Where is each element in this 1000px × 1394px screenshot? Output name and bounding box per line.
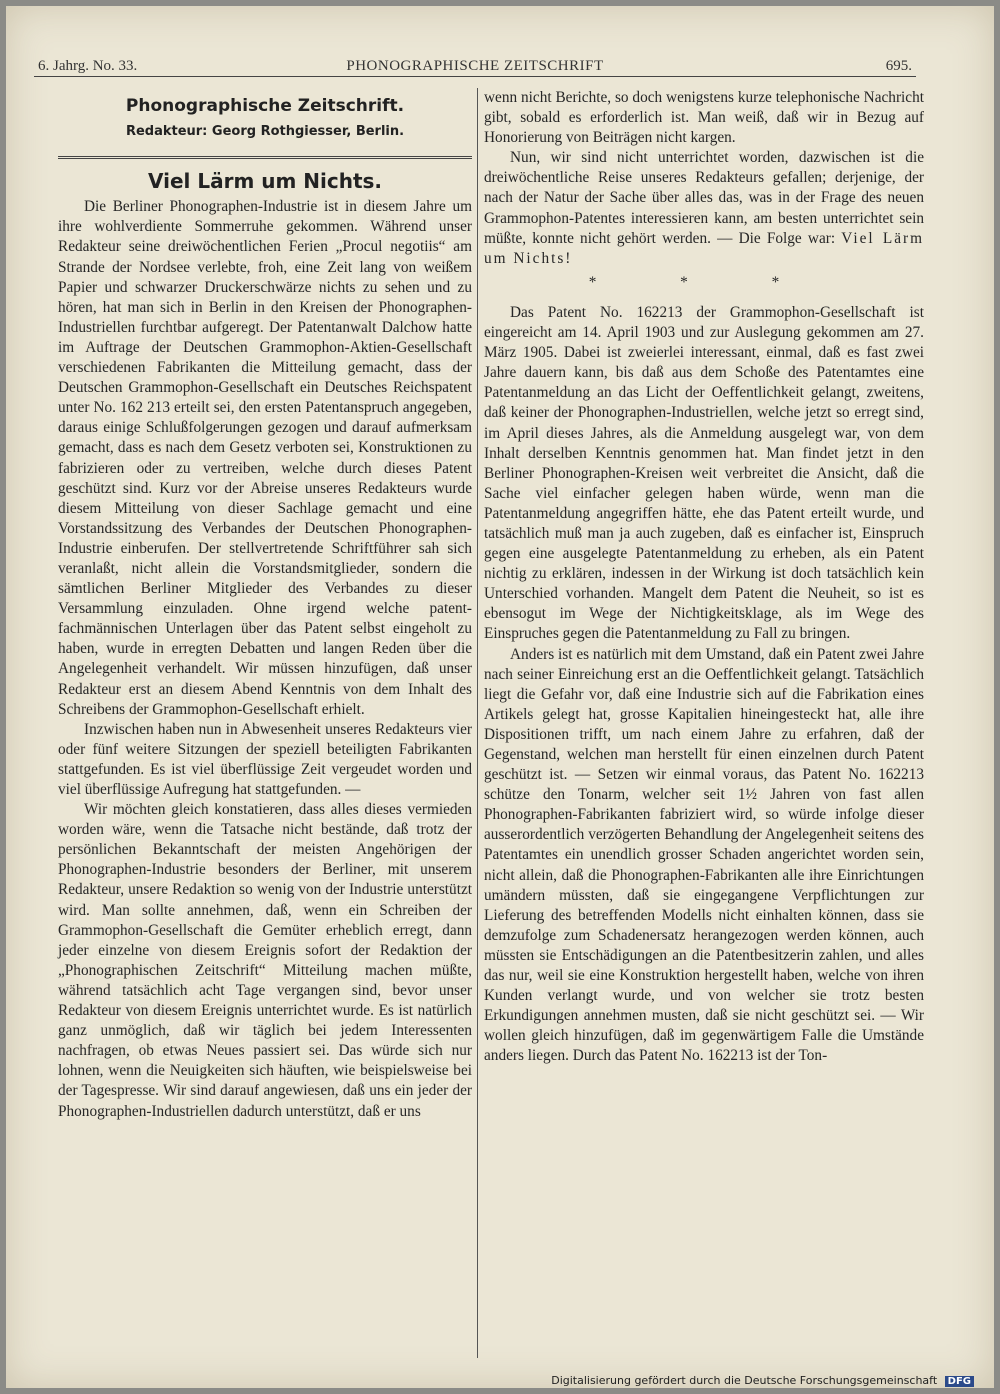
digitization-credit [454,1374,974,1390]
dfg-logo: DFG [945,1376,974,1387]
right-column [484,88,924,1067]
masthead-editor: Redakteur: Georg Rothgiesser, Berlin. [125,124,405,140]
paragraph-continuation: wenn nicht Berichte, so doch wenigstens kurze telephonische Nachricht gibt, sobald es erforderlich ist. Man weiß, daß wir in Bezug auf Honorierung von Beiträgen nicht kargen. [484,89,924,147]
masthead [58,96,472,142]
credit-text: Digitalisierung gefördert durch die Deutsche Forschungsgemeinschaft [551,1374,938,1387]
paragraph: Das Patent No. 162213 der Grammophon-Gesellschaft ist eingereicht am 14. April 1903 und zur Auslegung gekommen am 27. März 1905. Dabei ist zweierlei interessant, einmal, daß es fast zwei Jahre dauern kann, bis daß aus dem Schoße des Patentamtes eine Patentanmeldung an das Licht der Oeffentlichkeit gelangt, zweitens, daß keiner der Phonographen-Industriellen, welche jetzt so erregt sind, im April dieses Jahres, als die Anmeldung ausgelegt war, von dem Inhalt derselben Kenntnis genommen hat. Man findet jetzt in den Berliner Phonographen-Kreisen weit verbreitet die Ansicht, daß die Sache viel einfacher gelegen haben würde, wenn man die Patentanmeldung angegriffen hätte, ehe das Patent erteilt wurde, und tatsächlich muß man ja auch zugeben, daß es einfacher ist, Einspruch gegen eine ausgelegte Patentanmeldung zu erheben, als ein Patent nichtig zu erklären, indessen in der Wirkung ist doch tatsächlich kein Unterschied vorhanden. Mangelt dem Patent die Neuheit, so ist es ebensogut im Wege der Nichtigkeitsklage, als im Wege des Einspruches gegen die Patentanmeldung zu Fall zu bringen. [484,303,924,643]
paragraph: Inzwischen haben nun in Abwesenheit unseres Redakteurs vier oder fünf weitere Sitzungen der speziell beteiligten Fabrikanten stattgefunden. Es ist viel überflüssige Zeit vergeudet worden und viel überflüssige Aufregung hat stattgefunden. — [58,720,472,798]
article-title: Viel Lärm um Nichts. [147,169,383,194]
masthead-title: Phonographische Zeitschrift. [125,96,405,116]
emphasis-phrase: Viel Lärm um Nichts! [484,229,924,267]
issue-number: 6. Jahrg. No. 33. [38,58,138,74]
masthead-rule [58,156,472,159]
left-column [58,96,472,1122]
running-header [34,56,916,78]
page-number: 695. [885,58,912,74]
column-divider [477,88,478,1358]
section-separator: * * * [588,273,820,291]
header-rule [34,76,916,77]
journal-name: PHONOGRAPHISCHE ZEITSCHRIFT [346,58,604,74]
paragraph [484,148,924,269]
paragraph-text: Nun, wir sind nicht unterrichtet worden, dazwischen ist die dreiwöchentliche Reise unseres Redakteurs gefallen; derjenige, der nach der Natur der Sache über alles das, was in der Frage des neuen Grammophon-Patentes interessieren kann, am besten unterrichtet sein müßte, konnte nicht gehört werden. — Die Folge war: [484,149,924,247]
page [6,6,994,1388]
paragraph: Wir möchten gleich konstatieren, dass alles dieses vermieden worden wäre, wenn die Tatsache nicht bestände, daß trotz der persönlichen Bekanntschaft der meisten Angehörigen der Phonographen-Industrie besonders der Berliner, mit unserem Redakteur, unsere Redaktion so wenig von der Industrie unterstützt wird. Man sollte annehmen, daß, wenn ein Schreiben der Grammophon-Gesellschaft die Gemüter erheblich erregt, dann jeder einzelne von diesem Ereignis sofort der Redaktion der „Phonographischen Zeitschrift“ Mitteilung machen müßte, während tatsächlich acht Tage vergangen sind, bevor unser Redakteur von diesem Ereignis unterrichtet wurde. Es ist natürlich ganz unmöglich, daß wir täglich bei jedem Interessenten nachfragen, ob etwas Neues passiert sei. Das würde sich nur lohnen, wenn die Neuigkeiten sich häuften, wie beispielsweise bei der Tagespresse. Wir sind darauf angewiesen, daß uns ein jeder der Phonographen-Industriellen dadurch unterstützt, daß er uns [58,801,472,1120]
paragraph: Anders ist es natürlich mit dem Umstand, daß ein Patent zwei Jahre nach seiner Einreichung erst an die Oeffentlichkeit gelangt. Tatsächlich liegt die Gefahr vor, daß eine Industrie sich auf die Fabrikation eines Artikels gelegt hat, grosse Kapitalien hineingesteckt hat, alle ihre Dispositionen trifft, um nach einem Jahre zu erfahren, daß der Gegenstand, welchen man herstellt für einen einzelnen durch Patent geschützt ist. — Setzen wir einmal voraus, das Patent No. 162213 schütze den Tonarm, welcher seit 1½ Jahren von fast allen Phonographen-Fabrikanten fabriziert wird, so würde infolge dieser ausserordentlich verzögerten Behandlung der Angelegenheit seitens des Patentamtes ein unendlich grosser Schaden angerichtet worden sein, nicht allein, daß die Phonographen-Fabrikanten alle ihre Einrichtungen umändern müssten, daß sie eingegangene Verpflichtungen zur Lieferung des betreffenden Modells nicht einhalten können, dass sie demzufolge zum Schadenersatz herangezogen werden können, auch müssten sie Entschädigungen an die Patentbesitzerin zahlen, und alles das nur, weil sie eine Konstruktion hergestellt haben, welche von ihren Kunden verlangt wurde, und von welcher sie trotz besten Erkundigungen annehmen musten, daß sie nicht geschützt sei. — Wir wollen gleich hinzufügen, daß im gegenwärtigem Falle die Umstände anders liegen. Durch das Patent No. 162213 ist der Ton- [484,645,924,1065]
paragraph: Die Berliner Phonographen-Industrie ist in diesem Jahre um ihre wohlverdiente Sommerruhe gekommen. Während unser Redakteur seine dreiwöchentlichen Ferien „Procul negotiis“ am Strande der Nordsee verlebte, froh, eine Zeit lang von weißem Papier und schwarzer Druckerschwärze nichts zu sehen und zu hören, hat man sich in Berlin in den Kreisen der Phonographen-Industriellen furchtbar aufgeregt. Der Patentanwalt Dalchow hatte im Auftrage der Deutschen Grammophon-Aktien-Gesellschaft verschiedenen Fabrikanten die Mitteilung gemacht, dass der Deutschen Grammophon-Gesellschaft ein Deutsches Reichspatent unter No. 162 213 erteilt sei, den ersten Patentanspruch angegeben, daraus einige Schlußfolgerungen gezogen und darauf aufmerksam gemacht, dass es nach dem Gesetz verboten sei, Konstruktionen zu fabrizieren oder zu vertreiben, welche durch dieses Patent geschützt sind. Kurz vor der Abreise unseres Redakteurs wurde diesem Mitteilung von dieser Sachlage gemacht und eine Vorstandssitzung des Verbandes der Deutschen Phonographen-Industrie einberufen. Der stellvertretende Schriftführer sah sich veranlaßt, nicht allein die Vorstandsmitglieder, sondern die sämtlichen Berliner Mitglieder des Verbandes zu dieser Versammlung einzuladen. Ohne irgend welche patent-fachmännischen Unterlagen über das Patent selbst eingeholt zu haben, wurde in erregten Debatten und langen Reden über die Angelegenheit verhandelt. Wir müssen hinzufügen, daß unser Redakteur erst an diesem Abend Kenntnis von dem Inhalt des Schreibens der Grammophon-Gesellschaft erhielt. [58,198,472,718]
